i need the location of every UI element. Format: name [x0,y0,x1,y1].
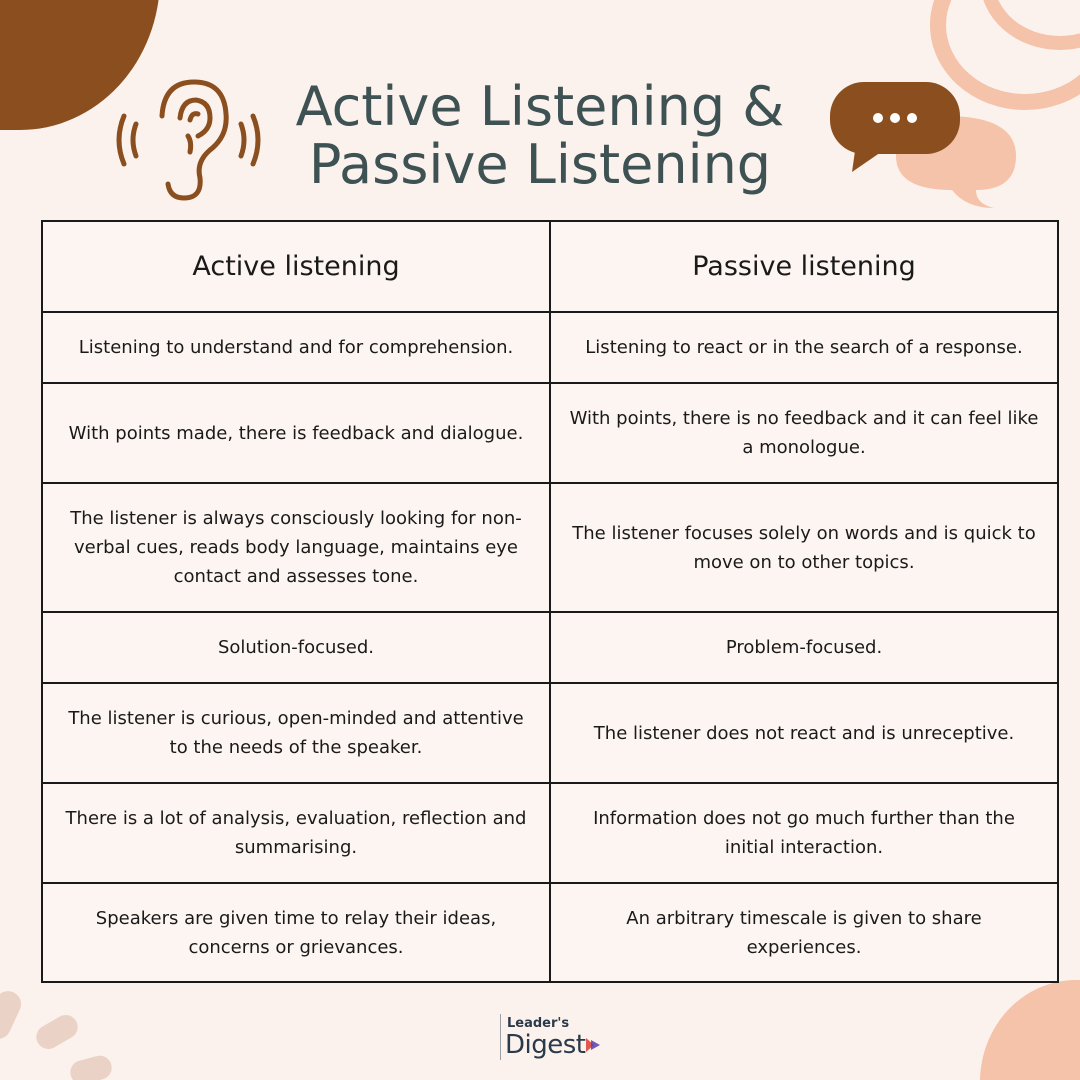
logo-text-main: Digest [505,1030,586,1060]
logo-divider [500,1014,501,1060]
title-line-1: Active Listening & [295,75,785,138]
cell-passive: Information does not go much further than the initial interaction. [550,783,1058,883]
cell-passive: An arbitrary timescale is given to share experiences. [550,883,1058,982]
cell-passive: The listener does not react and is unreceptive. [550,683,1058,783]
decor-blob-bottom-right [980,980,1080,1080]
cell-passive: The listener focuses solely on words and is quick to move on to other topics. [550,483,1058,612]
decor-dash [0,987,25,1043]
table-row [42,612,1058,683]
table-row [42,783,1058,883]
table-row [42,883,1058,982]
cell-passive: Listening to react or in the search of a response. [550,312,1058,383]
header-active: Active listening [42,221,550,312]
decor-dash [32,1011,82,1054]
ear-icon [106,76,271,204]
table-header-row [42,221,1058,312]
comparison-table [41,220,1059,983]
decor-dash [68,1053,115,1080]
cell-active: Listening to understand and for comprehension. [42,312,550,383]
cell-active: The listener is curious, open-minded and attentive to the needs of the speaker. [42,683,550,783]
header-passive: Passive listening [550,221,1058,312]
table-row [42,683,1058,783]
speech-bubbles-icon [826,78,1021,208]
table-row [42,483,1058,612]
page-title [280,75,800,196]
cell-active: The listener is always consciously looking for non-verbal cues, reads body language, maintains eye contact and assesses tone. [42,483,550,612]
title-line-2: Passive Listening [308,133,772,196]
table-row [42,383,1058,483]
logo-text-top: Leader's [507,1016,570,1031]
cell-active: Speakers are given time to relay their ideas, concerns or grievances. [42,883,550,982]
cell-active: There is a lot of analysis, evaluation, reflection and summarising. [42,783,550,883]
cell-passive: Problem-focused. [550,612,1058,683]
play-triangle-icon [584,1036,602,1054]
cell-passive: With points, there is no feedback and it can feel like a monologue. [550,383,1058,483]
cell-active: Solution-focused. [42,612,550,683]
cell-active: With points made, there is feedback and dialogue. [42,383,550,483]
table-row [42,312,1058,383]
